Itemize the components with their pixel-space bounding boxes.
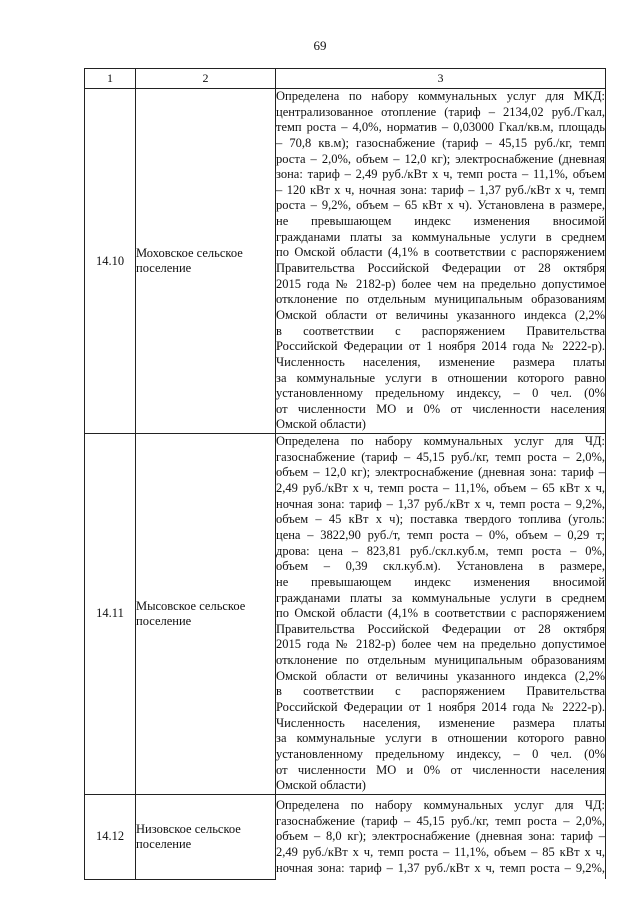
description-line: Омской области) <box>276 417 366 432</box>
municipality-name-line: поселение <box>136 613 192 628</box>
description-line: установленному предельному индексу, – 0 чел. (0% <box>276 746 605 761</box>
description-line: Российской Федерации от 1 ноября 2014 года № 2222-р). <box>276 699 605 714</box>
description-line: объем – 45 кВт х ч); поставка твердого топлива (уголь: <box>276 512 605 527</box>
description-line: – 120 кВт х ч, ночная зона: тариф – 1,37 руб./кВт х ч, темп <box>276 182 605 197</box>
page-number: 69 <box>313 38 327 53</box>
description-line: Определена по набору коммунальных услуг для ЧД: <box>276 434 605 449</box>
description-line: за коммунальные услуги в отношении которого равно <box>276 370 605 385</box>
row-description <box>276 434 606 795</box>
description-line: в соответствии с распоряжением Правительства <box>276 323 605 338</box>
description-line: – 70,8 кв.м); газоснабжение (тариф – 45,15 руб./кг, темп <box>276 135 605 150</box>
header-cell-2: 2 <box>136 69 276 89</box>
header-cell-1: 1 <box>85 69 136 89</box>
description-line: темп роста – 4,0%, норматив – 0,03000 Гкал/кв.м, площадь <box>276 120 605 135</box>
municipality-name-line: поселение <box>136 836 192 851</box>
description-line: зона: тариф – 2,49 руб./кВт х ч, темп роста – 11,1%, объем <box>276 167 605 182</box>
municipality-name-line: поселение <box>136 261 192 276</box>
description-line: от численности МО и 0% от численности населения <box>276 762 605 777</box>
description-line: гражданами платы за коммунальные услуги в среднем <box>276 229 605 244</box>
header-cell-3: 3 <box>276 69 606 89</box>
description-line: газоснабжение (тариф – 45,15 руб./кг, темп роста – 2,0%, <box>276 449 605 464</box>
description-line: ночная зона: тариф – 1,37 руб./кВт х ч, темп роста – 9,2%, <box>276 860 605 875</box>
description-line: Омской области) <box>276 778 366 793</box>
description-line: установленному предельному индексу, – 0 чел. (0% <box>276 386 605 401</box>
description-line: Определена по набору коммунальных услуг для МКД: <box>276 89 605 103</box>
description-line: в соответствии с распоряжением Правительства <box>276 684 605 699</box>
table-row <box>85 89 606 434</box>
description-line: Численность населения, изменение размера платы <box>276 354 605 369</box>
description-line: за коммунальные услуги в отношении которого равно <box>276 731 605 746</box>
description-line: 2,49 руб./кВт х ч, темп роста – 11,1%, объем – 65 кВт х ч, <box>276 481 605 496</box>
description-line: Омской области от величины указанного индекса (2,2% <box>276 668 605 683</box>
description-line: объем – 8,0 кг); электроснабжение (дневная зона: тариф – <box>276 829 605 844</box>
municipality-name <box>136 794 276 879</box>
row-number: 14.10 <box>85 89 136 434</box>
description-line: Численность населения, изменение размера платы <box>276 715 605 730</box>
description-line: не превышающем индекс изменения вносимой <box>276 574 605 589</box>
description-line: дрова: цена – 823,81 руб./скл.куб.м, темп роста – 0%, <box>276 543 605 558</box>
description-line: 2015 года № 2182-р) более чем на предельно допустимое <box>276 637 605 652</box>
description-line: цена – 3822,90 руб./т, темп роста – 0%, объем – 0,29 т; <box>276 527 605 542</box>
table-row <box>85 434 606 795</box>
municipality-name-line: Моховское сельское <box>136 246 243 261</box>
municipality-name <box>136 89 276 434</box>
tariff-table <box>84 68 606 880</box>
municipality-name <box>136 434 276 795</box>
municipality-name-line: Низовское сельское <box>136 821 241 836</box>
table-row <box>85 794 606 879</box>
row-number: 14.11 <box>85 434 136 795</box>
row-description <box>276 89 606 434</box>
description-line: роста – 9,2%, объем – 65 кВт х ч). Установлена в размере, <box>276 198 605 213</box>
table-header-row <box>85 69 606 89</box>
description-line: Омской области от величины указанного индекса (2,2% <box>276 307 605 322</box>
description-line: по Омской области (4,1% в соответствии с распоряжением <box>276 606 605 621</box>
description-line: Российской Федерации от 1 ноября 2014 года № 2222-р). <box>276 339 605 354</box>
description-line: 2015 года № 2182-р) более чем на предельно допустимое <box>276 276 605 291</box>
description-line: объем – 0,39 скл.куб.м). Установлена в размере, <box>276 559 605 574</box>
municipality-name-line: Мысовское сельское <box>136 598 246 613</box>
description-line: Правительства Российской Федерации от 28 октября <box>276 621 605 636</box>
description-line: Правительства Российской Федерации от 28 октября <box>276 261 605 276</box>
description-line: не превышающем индекс изменения вносимой <box>276 214 605 229</box>
row-number: 14.12 <box>85 794 136 879</box>
description-line: отклонение по отдельным муниципальным образованиям <box>276 292 605 307</box>
description-line: роста – 2,0%, объем – 12,0 кг); электроснабжение (дневная <box>276 151 605 166</box>
description-line: по Омской области (4,1% в соответствии с распоряжением <box>276 245 605 260</box>
description-line: ночная зона: тариф – 1,37 руб./кВт х ч, темп роста – 9,2%, <box>276 496 605 511</box>
description-line: 2,49 руб./кВт х ч, темп роста – 11,1%, объем – 85 кВт х ч, <box>276 844 605 859</box>
description-line: Определена по набору коммунальных услуг для ЧД: <box>276 797 605 812</box>
description-line: от численности МО и 0% от численности населения <box>276 401 605 416</box>
description-line: гражданами платы за коммунальные услуги в среднем <box>276 590 605 605</box>
description-line: централизованное отопление (тариф – 2134,02 руб./Гкал, <box>276 104 605 119</box>
description-line: отклонение по отдельным муниципальным образованиям <box>276 653 605 668</box>
description-line: объем – 12,0 кг); электроснабжение (дневная зона: тариф – <box>276 465 605 480</box>
description-line: газоснабжение (тариф – 45,15 руб./кг, темп роста – 2,0%, <box>276 813 605 828</box>
row-description <box>276 794 606 879</box>
